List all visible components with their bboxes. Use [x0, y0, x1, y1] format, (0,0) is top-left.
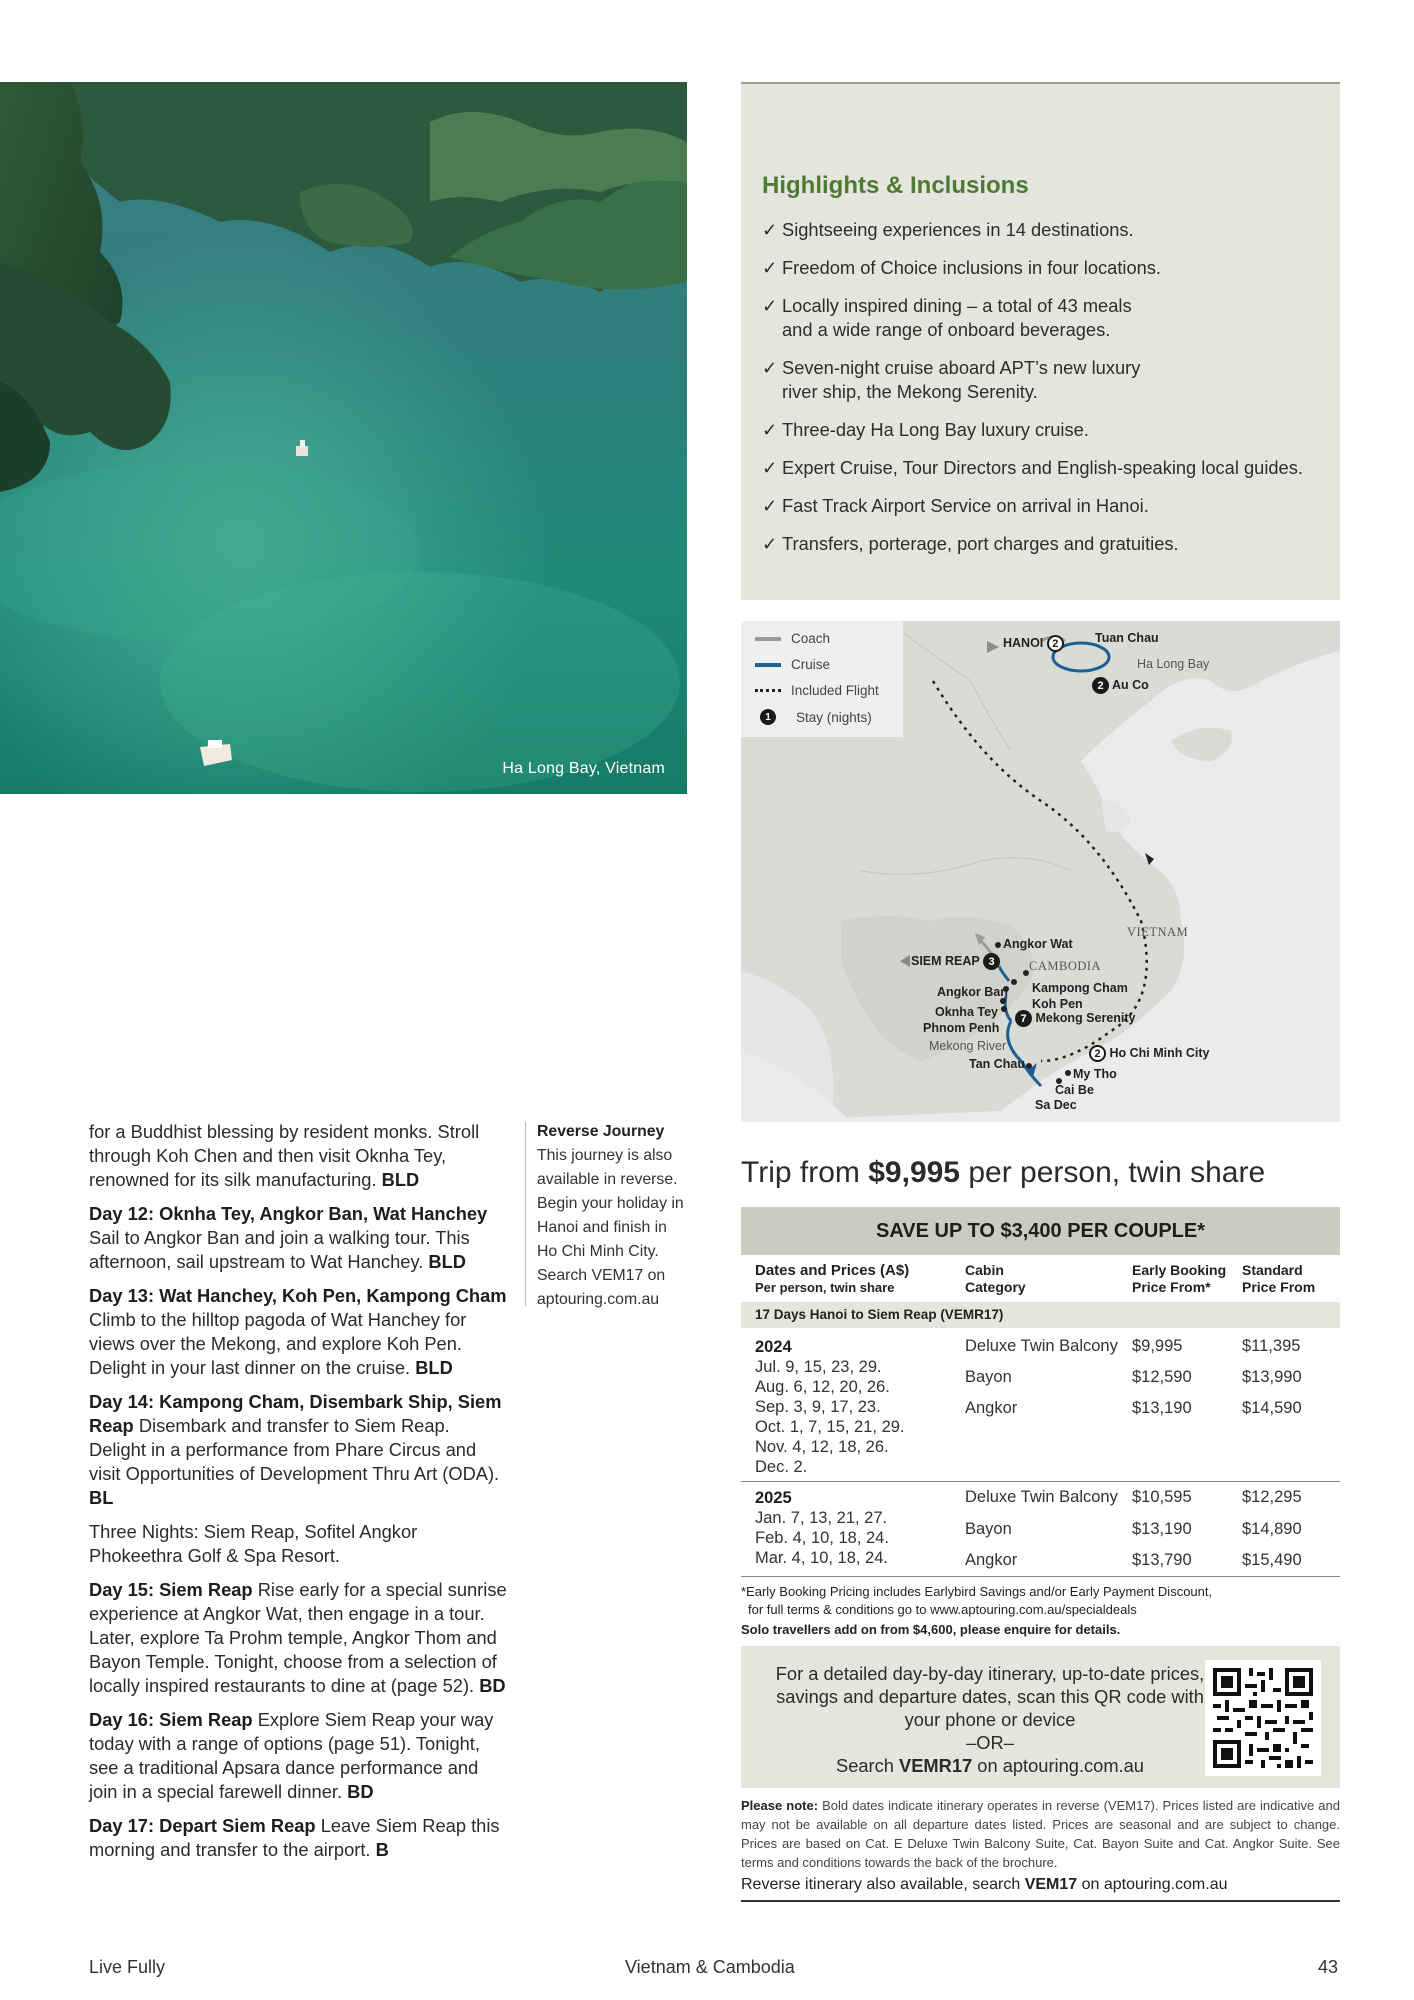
check-icon: ✓ [762, 357, 778, 378]
price-row-early: $13,790 [1132, 1551, 1192, 1569]
stay-note: Three Nights: Siem Reap, Sofitel Angkor Phokeethra Golf & Spa Resort. [89, 1521, 418, 1566]
map-label-tuan-chau: Tuan Chau [1095, 631, 1159, 645]
stay-marker-icon: 3 [983, 953, 1000, 970]
price-row-cabin: Bayon [965, 1368, 1012, 1386]
price-row-standard: $15,490 [1242, 1551, 1302, 1569]
qr-code[interactable] [1205, 1660, 1321, 1776]
header-standard: Standard Price From [1242, 1262, 1316, 1295]
qr-text: For a detailed day-by-day itinerary, up-to-date prices, savings and departure dates, scan this QR code with your phone or device –OR– Search VEMR17 on aptouring.com.au [775, 1663, 1205, 1776]
price-row-early: $12,590 [1132, 1368, 1192, 1386]
day-entry: Day 17: Depart Siem Reap Leave Siem Reap this morning and transfer to the airport. B [89, 1815, 500, 1860]
check-icon: ✓ [762, 457, 778, 478]
price-row-standard: $14,890 [1242, 1520, 1302, 1538]
highlights-list [762, 218, 1318, 556]
map-label-hcmc: 2 Ho Chi Minh City [1089, 1045, 1209, 1062]
flight-line-icon [755, 689, 781, 692]
price-row-standard: $14,590 [1242, 1399, 1302, 1417]
trip-from-headline: Trip from $9,995 per person, twin share [741, 1156, 1266, 1189]
footnote-early-booking: *Early Booking Pricing includes Earlybird Savings and/or Early Payment Discount, [741, 1584, 1213, 1599]
header-cabin: Cabin Category [965, 1262, 1026, 1295]
footer-section: Vietnam & Cambodia [625, 1957, 795, 1977]
price-row-early: $13,190 [1132, 1520, 1192, 1538]
reverse-journey-text: This journey is also available in reverse. Begin your holiday in Hanoi and finish in Ho Chi Minh City. Search VEM17 on aptouring.com.au [537, 1147, 684, 1308]
highlight-item: ✓ Fast Track Airport Service on arrival in Hanoi. [762, 495, 1149, 516]
stay-marker-icon: 2 [1047, 635, 1064, 652]
price-row-early: $9,995 [1132, 1337, 1183, 1355]
table-divider [741, 1576, 1340, 1577]
map-label-cai-be: Cai Be [1055, 1083, 1094, 1097]
map-label-mekong-serenity: 7 Mekong Serenity [1015, 1010, 1136, 1027]
price-row-early: $10,595 [1132, 1488, 1192, 1506]
price-row-standard: $13,990 [1242, 1368, 1302, 1386]
legend-flight: Included Flight [755, 683, 879, 698]
qr-box [741, 1646, 1340, 1788]
price-row-standard: $12,295 [1242, 1488, 1302, 1506]
highlight-item: ✓ Transfers, porterage, port charges and gratuities. [762, 533, 1179, 554]
table-divider [741, 1481, 1340, 1482]
check-icon: ✓ [762, 295, 778, 316]
highlight-item: ✓ Sightseeing experiences in 14 destinations. [762, 219, 1134, 240]
cruise-line-icon [755, 663, 781, 667]
year-2025-dates: 2025 Jan. 7, 13, 21, 27. Feb. 4, 10, 18, 24. Mar. 4, 10, 18, 24. [755, 1489, 889, 1567]
header-dates: Dates and Prices (A$) Per person, twin share [755, 1262, 910, 1295]
highlights-box [741, 82, 1340, 600]
legend-coach: Coach [755, 631, 830, 646]
footnote-terms: for full terms & conditions go to www.aptouring.com.au/specialdeals [748, 1602, 1137, 1617]
coach-line-icon [755, 637, 781, 641]
map-label-angkor-wat: Angkor Wat [1003, 937, 1073, 951]
map-label-koh-pen: Koh Pen [1032, 997, 1083, 1011]
ha-long-bay-photo [0, 82, 687, 794]
photo-caption: Ha Long Bay, Vietnam [502, 760, 665, 777]
check-icon: ✓ [762, 419, 778, 440]
map-label-tan-chau: Tan Chau [969, 1057, 1026, 1071]
year-2024-dates: 2024 Jul. 9, 15, 23, 29. Aug. 6, 12, 20, 26. Sep. 3, 9, 17, 23. Oct. 1, 7, 15, 21, 29. Nov. 4, 12, 18, 26. Dec. 2. [755, 1338, 905, 1476]
price-row-early: $13,190 [1132, 1399, 1192, 1417]
solo-note: Solo travellers add on from $4,600, please enquire for details. [741, 1622, 1121, 1637]
header-early: Early Booking Price From* [1132, 1262, 1227, 1295]
highlight-item: ✓ Freedom of Choice inclusions in four locations. [762, 257, 1162, 278]
save-banner: SAVE UP TO $3,400 PER COUPLE* [741, 1207, 1340, 1255]
reverse-itinerary-line: Reverse itinerary also available, search VEM17 on aptouring.com.au [741, 1876, 1340, 1902]
please-note: Please note: Bold dates indicate itinerary operates in reverse (VEM17). Prices listed are indicative and may not be available on all departure dates listed. Prices are seasonal and are subject to change. Prices are based on Cat. E Deluxe Twin Balcony Suite, Cat. Bayon Suite and Cat. Angkor Suite. See terms and conditions towards the back of the brochure. [741, 1798, 1340, 1870]
price-row-cabin: Deluxe Twin Balcony [965, 1337, 1118, 1355]
highlight-item: ✓ Three-day Ha Long Bay luxury cruise. [762, 419, 1089, 440]
price-row-standard: $11,395 [1242, 1337, 1301, 1355]
itinerary-column [89, 1120, 509, 1872]
map-legend [741, 621, 903, 737]
day-entry: Day 12: Oknha Tey, Angkor Ban, Wat Hanchey Sail to Angkor Ban and join a walking tour. This afternoon, sail upstream to Wat Hanchey. BLD [89, 1203, 488, 1272]
qr-code-icon [1205, 1660, 1321, 1776]
check-icon: ✓ [762, 533, 778, 554]
legend-stay: 1 Stay (nights) [755, 709, 872, 725]
check-icon: ✓ [762, 219, 778, 240]
highlight-item: ✓ Expert Cruise, Tour Directors and English-speaking local guides. [762, 457, 1303, 478]
highlights-title: Highlights & Inclusions [762, 172, 1029, 199]
map-label-my-tho: My Tho [1073, 1067, 1117, 1081]
stay-marker-icon: 2 [1092, 677, 1109, 694]
route-row: 17 Days Hanoi to Siem Reap (VEMR17) [741, 1302, 1340, 1328]
highlight-item: ✓ Seven-night cruise aboard APT’s new luxury river ship, the Mekong Serenity. [762, 357, 1141, 402]
map-label-vietnam: VIETNAM [1127, 925, 1189, 939]
stay-marker-icon: 7 [1015, 1010, 1032, 1027]
map-label-sa-dec: Sa Dec [1035, 1098, 1077, 1112]
column-divider [525, 1122, 526, 1306]
page-number: 43 [1318, 1957, 1339, 1977]
check-icon: ✓ [762, 495, 778, 516]
price-row-cabin: Angkor [965, 1399, 1018, 1417]
check-icon: ✓ [762, 257, 778, 278]
map-label-kampong-cham: Kampong Cham [1032, 981, 1128, 995]
map-label-cambodia: CAMBODIA [1029, 959, 1102, 973]
reverse-journey-title: Reverse Journey [537, 1123, 665, 1140]
day-entry: Day 13: Wat Hanchey, Koh Pen, Kampong Cham Climb to the hilltop pagoda of Wat Hanchey for views over the Mekong, and explore Koh Pen. Delight in your last dinner on the cruise. BLD [89, 1285, 507, 1378]
stay-marker-icon: 1 [760, 709, 776, 725]
price-row-cabin: Angkor [965, 1551, 1018, 1569]
map-label-mekong-river: Mekong River [929, 1039, 1007, 1053]
price-row-cabin: Deluxe Twin Balcony [965, 1488, 1118, 1506]
map-label-siem-reap: SIEM REAP 3 [911, 953, 1000, 970]
map-label-hanoi: HANOI 2 [1003, 635, 1064, 652]
footer-brand: Live Fully [89, 1957, 166, 1977]
itinerary-intro: for a Buddhist blessing by resident monks. Stroll through Koh Chen and then visit Oknha Tey, renowned for its silk manufacturing. BLD [89, 1121, 480, 1190]
reverse-journey-sidebar [537, 1120, 687, 1312]
map-label-angkor-ban: Angkor Ban [937, 985, 1008, 999]
stay-marker-icon: 2 [1089, 1045, 1106, 1062]
bay-illustration [0, 82, 687, 794]
map-label-phnom-penh: Phnom Penh [923, 1021, 1000, 1035]
day-entry: Day 16: Siem Reap Explore Siem Reap your way today with a range of options (page 51). Tonight, see a traditional Apsara dance performance and join in a special farewell dinner. BD [89, 1709, 494, 1802]
map-label-ha-long-bay: Ha Long Bay [1137, 657, 1210, 671]
legend-cruise: Cruise [755, 657, 830, 672]
day-entry: Day 15: Siem Reap Rise early for a special sunrise experience at Angkor Wat, then engage in a tour. Later, explore Ta Prohm temple, Angkor Thom and Bayon Temple. Tonight, choose from a selection of locally inspired restaurants to dine at (page 52). BD [89, 1579, 507, 1696]
route-map [741, 621, 1340, 1122]
day-entry: Day 14: Kampong Cham, Disembark Ship, Siem Reap Disembark and transfer to Siem Reap. Delight in a performance from Phare Circus and visit Opportunities of Development Thru Art (ODA). BL [89, 1391, 502, 1508]
price-row-cabin: Bayon [965, 1520, 1012, 1538]
map-label-oknha-tey: Oknha Tey [935, 1005, 998, 1019]
highlight-item: ✓ Locally inspired dining – a total of 43 meals and a wide range of onboard beverages. [762, 295, 1132, 340]
map-label-au-co: 2 Au Co [1092, 677, 1149, 694]
